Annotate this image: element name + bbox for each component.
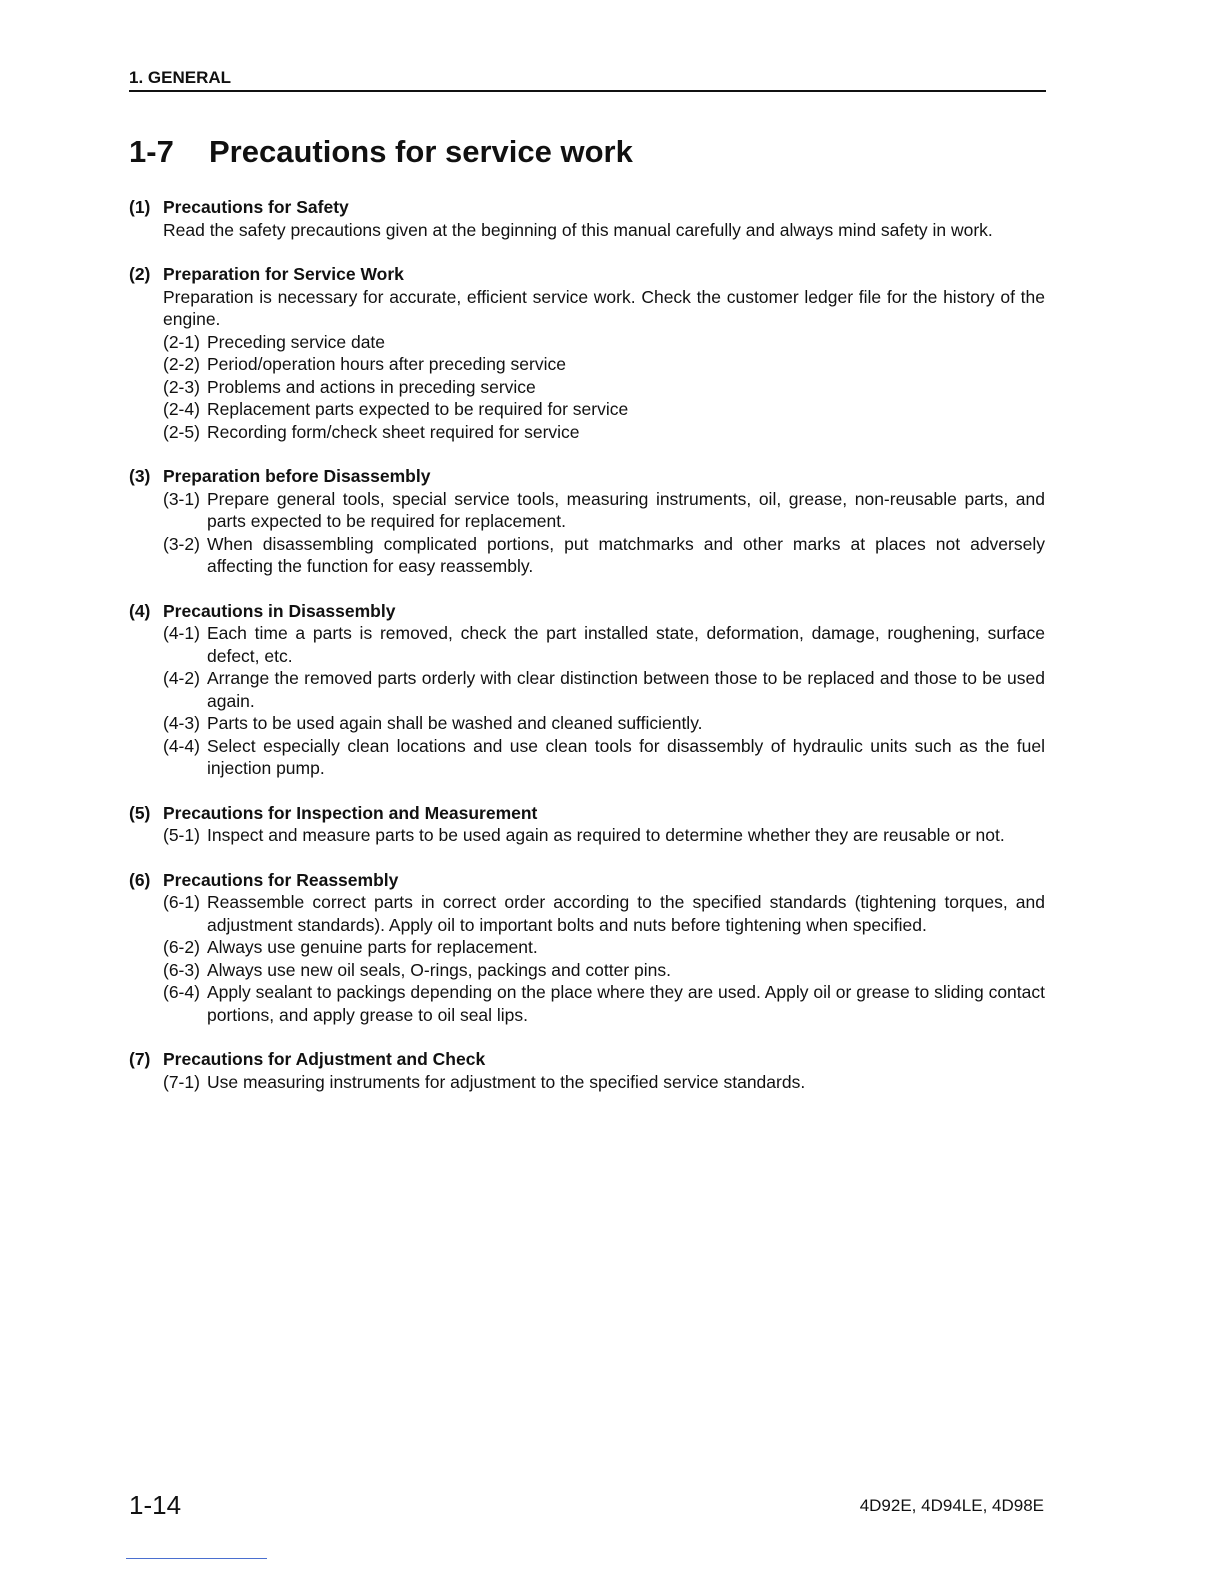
section-number: (5) [129, 802, 151, 823]
section-heading [129, 465, 1045, 488]
section [129, 600, 1045, 780]
section [129, 465, 1045, 578]
section-number: (4) [129, 600, 151, 621]
section-number: (1) [129, 197, 151, 217]
list-item-number: (7-1) [163, 1071, 200, 1092]
list-item-text: Apply sealant to packings depending on the place where they are used. Apply oil or grease to sliding contact portions, and apply grease to oil seal lips. [207, 982, 1045, 1025]
list-item-number: (2-3) [163, 376, 200, 397]
list-item-number: (2-5) [163, 421, 200, 442]
page-number: 1-14 [129, 1490, 182, 1520]
title-text: Precautions for service work [209, 134, 633, 169]
list-item-number: (3-2) [163, 533, 200, 554]
list-item [163, 1071, 1045, 1094]
section-body [129, 488, 1045, 578]
list-item [163, 398, 1045, 421]
section [129, 196, 1045, 241]
list-item-number: (4-1) [163, 623, 200, 643]
list-item-number: (6-4) [163, 982, 200, 1002]
list-item-number: (5-1) [163, 825, 200, 845]
list-item-number: (4-3) [163, 713, 200, 733]
section-heading [129, 802, 1045, 825]
list-item [163, 936, 1045, 959]
section-heading-text: Preparation for Service Work [163, 264, 404, 284]
list-item [163, 981, 1045, 1026]
running-header [129, 68, 1046, 92]
list-item-number: (4-4) [163, 735, 200, 756]
section-heading-text: Precautions for Adjustment and Check [163, 1049, 486, 1069]
sections-container [129, 196, 1045, 1115]
list-item-text: Inspect and measure parts to be used again as required to determine whether they are reusable or not. [207, 825, 1005, 845]
list-item-number: (2-4) [163, 399, 200, 419]
section-heading [129, 869, 1045, 892]
section-number: (7) [129, 1049, 151, 1069]
list-item [163, 376, 1045, 399]
list-item-text: Replacement parts expected to be required for service [207, 399, 629, 419]
list-item-text: Reassemble correct parts in correct order according to the specified standards (tightening torques, and adjustment standards). Apply oil to important bolts and nuts before tightening when specified. [207, 892, 1045, 935]
list-item-text: Arrange the removed parts orderly with clear distinction between those to be replaced and those to be used again. [207, 668, 1045, 711]
list-item [163, 959, 1045, 982]
list-item-text: Preceding service date [207, 331, 386, 352]
list-item-text: When disassembling complicated portions, put matchmarks and other marks at places not adversely affecting the function for easy reassembly. [207, 533, 1045, 576]
section-heading-text: Precautions for Safety [163, 197, 349, 217]
list-item [163, 622, 1045, 667]
list-item-text: Recording form/check sheet required for service [207, 421, 580, 442]
list-item-text: Always use genuine parts for replacement. [207, 937, 538, 957]
list-item [163, 331, 1045, 354]
section-paragraph: Read the safety precautions given at the beginning of this manual carefully and always mind safety in work. [163, 219, 993, 240]
section-heading-text: Precautions in Disassembly [163, 600, 396, 621]
model-list: 4D92E, 4D94LE, 4D98E [859, 1496, 1044, 1515]
section-heading [129, 263, 1045, 286]
section-heading-text: Precautions for Reassembly [163, 869, 399, 890]
section-body [129, 824, 1045, 847]
list-item [163, 667, 1045, 712]
list-item-text: Problems and actions in preceding service [207, 376, 536, 397]
section-heading [129, 1048, 1045, 1071]
list-item [163, 353, 1045, 376]
list-item [163, 712, 1045, 735]
section-number: (3) [129, 466, 151, 486]
section [129, 263, 1045, 443]
list-item-number: (3-1) [163, 488, 200, 509]
list-item-text: Use measuring instruments for adjustment to the specified service standards. [207, 1071, 806, 1092]
page-title [129, 134, 633, 170]
list-item [163, 488, 1045, 533]
list-item-text: Prepare general tools, special service tools, measuring instruments, oil, grease, non-reusable parts, and parts expected to be required for replacement. [207, 488, 1045, 531]
section-number: (2) [129, 264, 151, 284]
list-item [163, 421, 1045, 444]
section-body [129, 891, 1045, 1026]
list-item [163, 533, 1045, 578]
section [129, 802, 1045, 847]
list-item [163, 735, 1045, 780]
section-heading-text: Preparation before Disassembly [163, 466, 431, 486]
list-item-text: Parts to be used again shall be washed and cleaned sufficiently. [207, 713, 703, 733]
chapter-label: 1. GENERAL [129, 68, 232, 87]
section-heading [129, 196, 1045, 219]
section-heading [129, 600, 1045, 623]
section [129, 869, 1045, 1027]
list-item-text: Select especially clean locations and use clean tools for disassembly of hydraulic units such as the fuel injection pump. [207, 735, 1045, 778]
list-item-number: (2-2) [163, 354, 200, 374]
list-item-number: (4-2) [163, 668, 200, 688]
section-body [129, 286, 1045, 444]
section-body [129, 622, 1045, 780]
footer-rule [126, 1558, 267, 1559]
section-paragraph: Preparation is necessary for accurate, efficient service work. Check the customer ledger file for the history of the engine. [163, 286, 1045, 329]
list-item-number: (6-1) [163, 892, 200, 912]
list-item-text: Period/operation hours after preceding service [207, 354, 566, 374]
list-item-number: (6-2) [163, 937, 200, 957]
section-heading-text: Precautions for Inspection and Measurement [163, 802, 538, 823]
section [129, 1048, 1045, 1093]
section-body [129, 219, 1045, 242]
title-number: 1-7 [129, 134, 174, 169]
list-item-text: Always use new oil seals, O-rings, packings and cotter pins. [207, 959, 671, 980]
list-item-text: Each time a parts is removed, check the part installed state, deformation, damage, roughening, surface defect, etc. [207, 623, 1045, 666]
list-item [163, 824, 1045, 847]
list-item-number: (6-3) [163, 959, 200, 980]
list-item-number: (2-1) [163, 331, 200, 352]
section-number: (6) [129, 869, 151, 890]
list-item [163, 891, 1045, 936]
section-body [129, 1071, 1045, 1094]
